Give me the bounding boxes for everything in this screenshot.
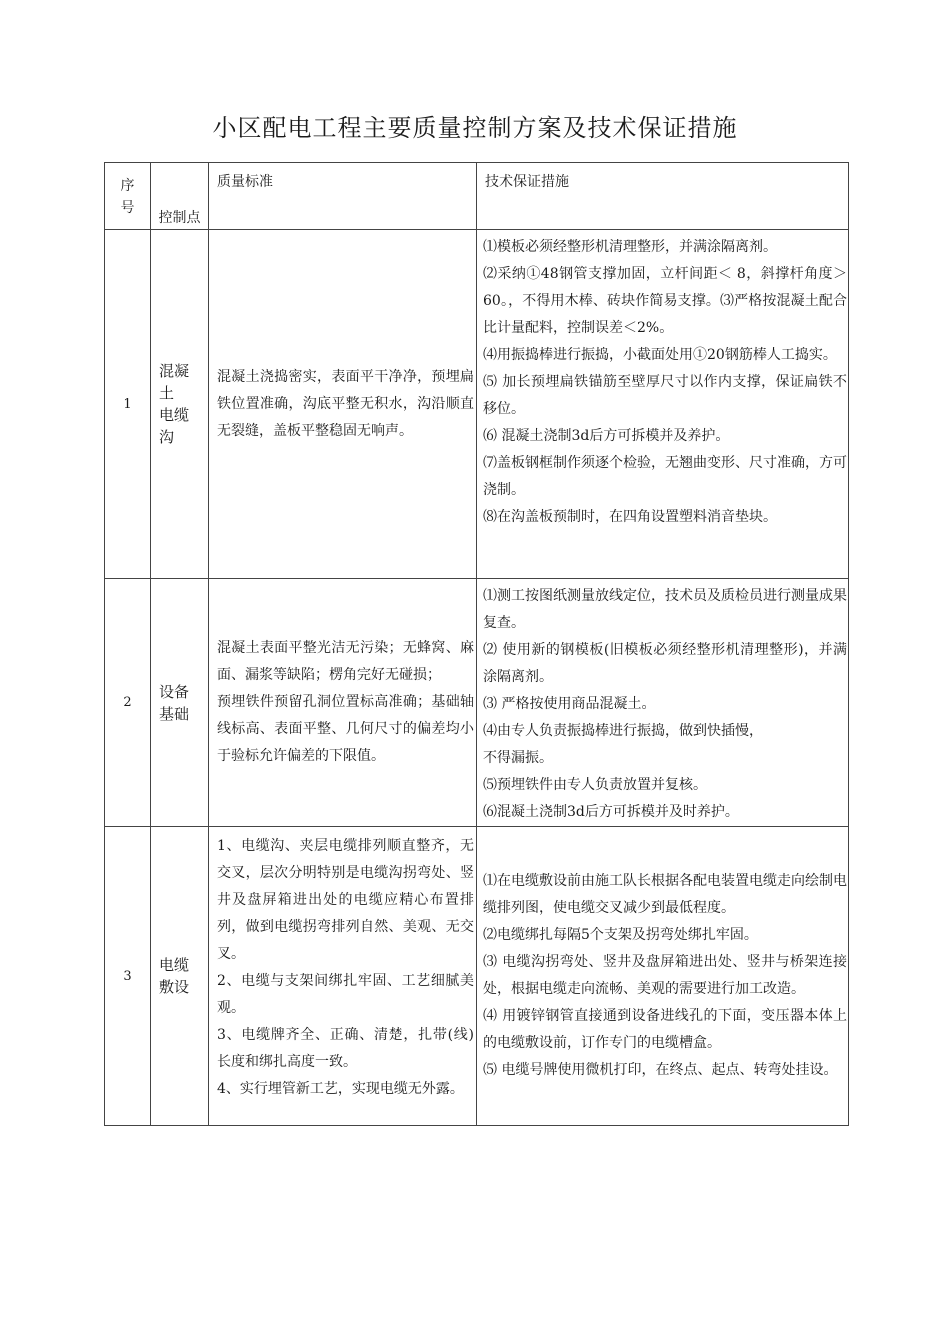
table-row [105,230,849,579]
standard-paragraph: 3、电缆牌齐全、正确、清楚，扎带(线)长度和绑扎高度一致。 [217,1027,474,1070]
measure-item: ⑶ 严格按使用商品混凝土。 [483,696,656,712]
standard-paragraph: 1、电缆沟、夹层电缆排列顺直整齐，无交叉，层次分明特别是电缆沟拐弯处、竖井及盘屏箱进出处的电缆应精心布置排列，做到电缆拐弯排列自然、美观、无交叉。 [217,838,474,962]
header-tech-measures: 技术保证措施 [477,163,849,230]
row-seq: 1 [105,230,151,579]
standard-paragraph: 混凝土浇捣密实，表面平干净净，预埋扁铁位置准确，沟底平整无积水，沟沿顺直无裂缝，盖板平整稳固无响声。 [217,368,474,439]
row-tech-measures [477,230,849,579]
header-control-point: 控制点 [151,163,209,230]
row-quality-standard [209,230,477,579]
row-seq: 3 [105,827,151,1126]
table-row [105,827,849,1126]
row-tech-measures [477,579,849,827]
row-control-point [151,579,209,827]
measure-item: 不得漏振。 [483,750,553,766]
row-quality-standard [209,579,477,827]
control-point-line: 混凝 [159,362,190,380]
measure-item: ⑵ 使用新的钢模板(旧模板必须经整形机清理整形)，并满涂隔离剂。 [483,642,847,685]
row-tech-measures [477,827,849,1126]
standard-paragraph: 4、实行埋管新工艺，实现电缆无外露。 [217,1081,464,1097]
measure-item: ⑸ 电缆号牌使用微机打印，在终点、起点、转弯处挂设。 [483,1062,838,1078]
header-seq [105,163,151,230]
control-point-line: 沟 [159,428,175,446]
measure-item: ⑸预埋铁件由专人负责放置并复核。 [483,777,707,793]
measure-item: ⑵采纳①48钢管支撑加固，立杆间距＜ 8，斜撑杆角度＞60。，不得用木棒、砖块作简易支撑。⑶严格按混凝土配合比计量配料，控制误差＜2%。 [483,266,847,336]
row-control-point [151,230,209,579]
header-seq-line2: 号 [120,200,135,216]
standard-paragraph: 2、电缆与支架间绑扎牢固、工艺细腻美观。 [217,973,474,1016]
row-control-point [151,827,209,1126]
measure-item: ⑹ 混凝土浇制3d后方可拆模并及养护。 [483,428,730,444]
measure-item: ⑶ 电缆沟拐弯处、竖井及盘屏箱进出处、竖井与桥架连接处，根据电缆走向流畅、美观的需要进行加工改造。 [483,954,847,997]
standard-paragraph: 预埋铁件预留孔洞位置标高准确；基础轴线标高、表面平整、几何尺寸的偏差均小于验标允许偏差的下限值。 [217,694,474,764]
table-header-row [105,163,849,230]
measure-item: ⑷用振捣棒进行振捣，小截面处用①20钢筋棒人工捣实。 [483,347,837,363]
measure-item: ⑷由专人负责振捣棒进行振捣，做到快插慢， [483,723,763,739]
measure-item: ⑹混凝土浇制3d后方可拆模并及时养护。 [483,804,739,820]
measure-item: ⑸ 加长预埋扁铁锚筋至壁厚尺寸以作内支撑，保证扁铁不移位。 [483,374,847,417]
control-point-line: 敷设 [159,978,190,996]
measure-item: ⑺盖板钢框制作须逐个检验，无翘曲变形、尺寸准确，方可浇制。 [483,455,847,498]
measure-item: ⑷ 用镀锌钢管直接通到设备进线孔的下面，变压器本体上的电缆敷设前，订作专门的电缆槽盒。 [483,1008,847,1051]
control-point-line: 基础 [159,704,190,723]
row-seq: 2 [105,579,151,827]
measure-item: ⑻在沟盖板预制时，在四角设置塑料消音垫块。 [483,509,777,525]
document-title: 小区配电工程主要质量控制方案及技术保证措施 [212,114,738,142]
measure-item: ⑵电缆绑扎每隔5个支架及拐弯处绑扎牢固。 [483,927,758,943]
standard-paragraph: 混凝土表面平整光洁无污染；无蜂窝、麻面、漏浆等缺陷；楞角完好无碰损； [217,640,474,683]
measure-item: ⑴测工按图纸测量放线定位，技术员及质检员进行测量成果复查。 [483,588,847,631]
control-point-line: 土 [159,384,175,402]
measure-item: ⑴模板必须经整形机清理整形，并满涂隔离剂。 [483,239,777,255]
measure-item: ⑴在电缆敷设前由施工队长根据各配电装置电缆走向绘制电缆排列图，使电缆交叉减少到最低程度。 [483,873,847,916]
control-point-line: 设备 [159,682,190,701]
control-point-line: 电缆 [159,406,190,424]
header-quality-standard: 质量标准 [209,163,477,230]
row-quality-standard [209,827,477,1126]
control-point-line: 电缆 [159,956,190,974]
quality-control-table [104,162,849,1126]
table-row [105,579,849,827]
header-seq-line1: 序 [120,178,135,194]
